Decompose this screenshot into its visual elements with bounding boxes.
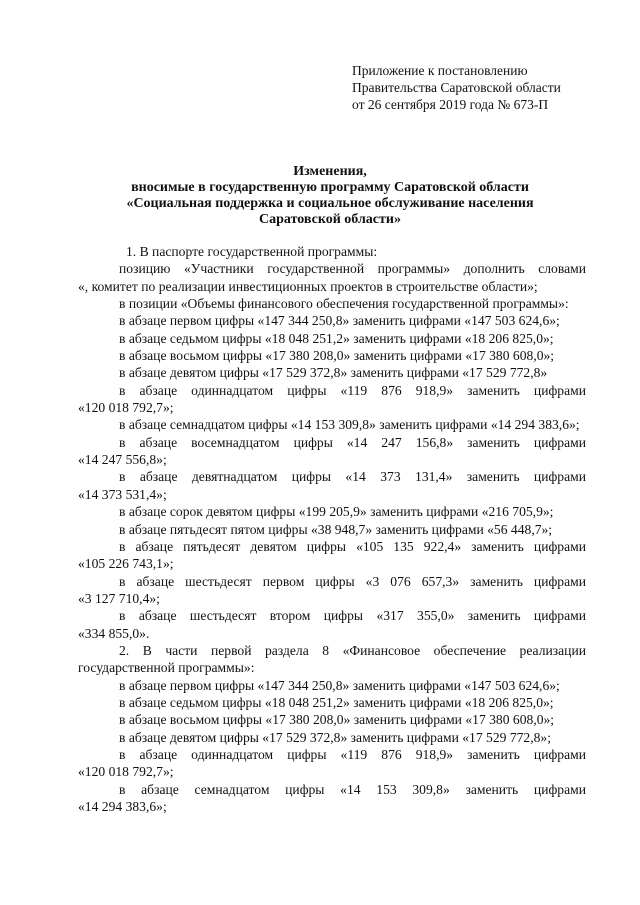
title-line-1: Изменения,: [293, 164, 367, 179]
paragraph-item-cont: «120 018 792,7»;: [78, 764, 174, 780]
paragraph-item: в абзаце семнадцатом цифры «14 153 309,8» заменить цифрами «14 294 383,6»;: [119, 417, 580, 433]
paragraph-item: в абзаце одиннадцатом цифры «119 876 918,9» заменить цифрами: [119, 382, 586, 398]
paragraph-item-cont: «120 018 792,7»;: [78, 400, 174, 416]
paragraph-item: в абзаце восьмом цифры «17 380 208,0» заменить цифрами «17 380 608,0»;: [119, 712, 555, 728]
paragraph-item-cont: «14 247 556,8»;: [78, 452, 167, 468]
title-line-2: вносимые в государственную программу Саратовской области: [131, 180, 529, 195]
paragraph-item: в абзаце пятьдесят пятом цифры «38 948,7» заменить цифрами «56 448,7»;: [119, 521, 553, 537]
paragraph-item: в абзаце сорок девятом цифры «199 205,9» заменить цифрами «216 705,9»;: [119, 504, 554, 520]
title-line-4: Саратовской области»: [259, 212, 401, 227]
paragraph-item: в абзаце восьмом цифры «17 380 208,0» заменить цифрами «17 380 608,0»;: [119, 348, 555, 364]
paragraph-item-cont: «3 127 710,4»;: [78, 590, 160, 606]
paragraph-item: в абзаце первом цифры «147 344 250,8» заменить цифрами «147 503 624,6»;: [119, 313, 560, 329]
paragraph-item-cont: «14 373 531,4»;: [78, 486, 167, 502]
paragraph-item: в абзаце первом цифры «147 344 250,8» заменить цифрами «147 503 624,6»;: [119, 677, 560, 693]
paragraph-item: в абзаце девятом цифры «17 529 372,8» заменить цифрами «17 529 772,8»;: [119, 729, 551, 745]
paragraph-item: в абзаце седьмом цифры «18 048 251,2» заменить цифрами «18 206 825,0»;: [119, 694, 554, 710]
header-line-2: Правительства Саратовской области: [352, 80, 561, 95]
paragraph-participants-cont: «, комитет по реализации инвестиционных проектов в строительстве области»;: [78, 278, 538, 294]
paragraph-item: в абзаце семнадцатом цифры «14 153 309,8» заменить цифрами: [119, 781, 586, 797]
paragraph-item: в абзаце шестьдесят втором цифры «317 355,0» заменить цифрами: [119, 608, 586, 624]
paragraph-item-cont: «334 855,0».: [78, 625, 150, 641]
header-line-1: Приложение к постановлению: [352, 63, 528, 78]
section-2-heading-cont: государственной программы»:: [78, 660, 255, 676]
title-line-3: «Социальная поддержка и социальное обслуживание населения: [126, 196, 534, 211]
paragraph-item: в абзаце шестьдесят первом цифры «3 076 657,3» заменить цифрами: [119, 573, 586, 589]
appendix-header: [352, 62, 561, 113]
paragraph-item-cont: «14 294 383,6»;: [78, 799, 167, 814]
paragraph-item: в абзаце седьмом цифры «18 048 251,2» заменить цифрами «18 206 825,0»;: [119, 330, 554, 346]
paragraph-item: в абзаце девятом цифры «17 529 372,8» заменить цифрами «17 529 772,8»: [119, 365, 548, 381]
paragraph-participants: позицию «Участники государственной программы» дополнить словами: [119, 261, 586, 277]
paragraph-item: в абзаце пятьдесят девятом цифры «105 135 922,4» заменить цифрами: [119, 538, 586, 554]
section-1-heading: 1. В паспорте государственной программы:: [126, 244, 378, 259]
document-title: [100, 164, 560, 228]
paragraph-item: в абзаце девятнадцатом цифры «14 373 131,4» заменить цифрами: [119, 469, 586, 485]
paragraph-item: в абзаце восемнадцатом цифры «14 247 156,8» заменить цифрами: [119, 434, 586, 450]
paragraph-item-cont: «105 226 743,1»;: [78, 556, 174, 572]
section-2-heading: 2. В части первой раздела 8 «Финансовое обеспечение реализации: [119, 642, 586, 658]
paragraph-funding-position: в позиции «Объемы финансового обеспечения государственной программы»:: [119, 296, 569, 312]
paragraph-item: в абзаце одиннадцатом цифры «119 876 918,9» заменить цифрами: [119, 746, 586, 762]
document-body: [78, 243, 586, 815]
header-line-3: от 26 сентября 2019 года № 673-П: [352, 97, 549, 112]
